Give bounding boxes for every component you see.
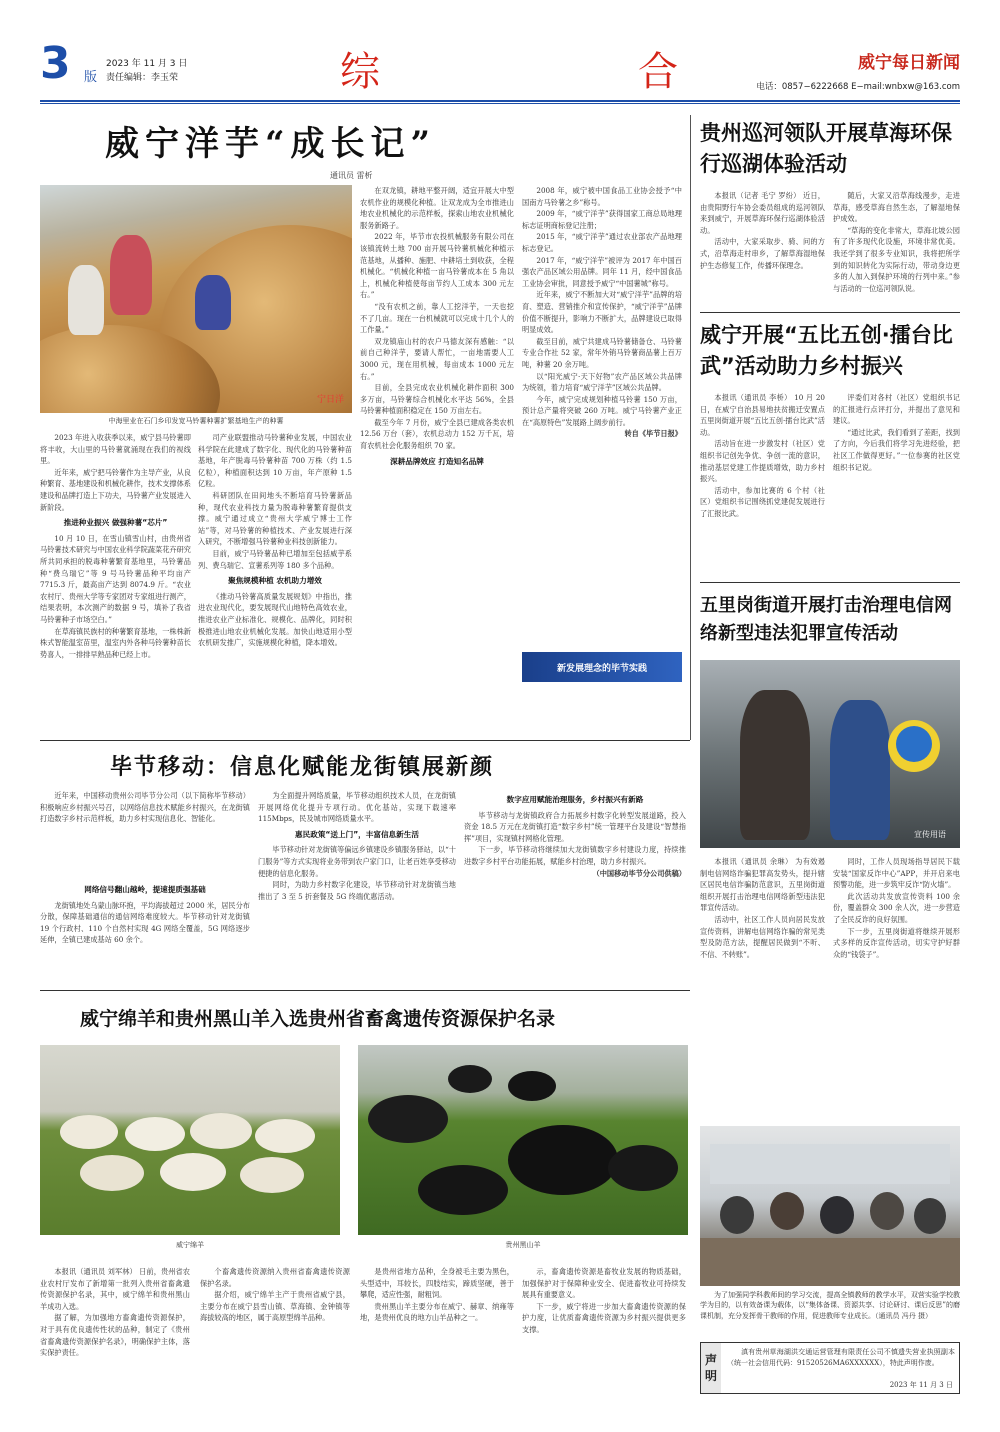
article3-column-2 [200, 1266, 350, 1396]
article1-para: 《推动马铃薯高质量发展规划》中指出，推进农业现代化，要发展现代山地特色高效农业，推进农业产业标准化、规模化、品牌化，同时积极推进山地农业机械化发展。加快山地适用小型农机研发推广，实施规模化种植，降本增效。 [198, 591, 352, 648]
banner-text: 新发展理念的毕节实践 [556, 663, 647, 674]
article3-para: 贵州黑山羊主要分布在威宁、赫章、纳雍等地，是贵州优良的地方山羊品种之一。 [360, 1301, 514, 1323]
article1-column-2 [198, 432, 352, 732]
statement-date: 2023 年 11 月 3 日 [889, 1381, 953, 1389]
photo-watermark: 宁日洋 [316, 395, 344, 405]
meeting-caption: 为了加强同学科教师间的学习交流，提高全镇教师的教学水平，双营实验学校教学为目的，以有效备课为载体，以“集体备课、资源共享、讨论研讨、课后反思”的磨课机制，充分发挥骨干教师的作用，促进教师专业成长。（通讯员 冯丹 摄） [700, 1291, 960, 1320]
right2-title: 威宁开展“五比五创·擂台比武”活动助力乡村振兴 [700, 323, 953, 378]
article1-para: “没有农机之前，靠人工挖洋芋，一天也挖不了几亩。现在一台机械就可以完成十几个人的工作量。” [360, 301, 514, 335]
article1-subhead: 推进种业振兴 做强种薯“芯片” [63, 518, 168, 528]
article2-column-1b [40, 880, 250, 980]
goats-caption: 贵州黑山羊 [505, 1241, 541, 1249]
photo-watermark: 宣传用语 [914, 830, 946, 839]
paper-logo: 威宁每日新闻 [858, 53, 960, 73]
article1-column-1 [40, 432, 191, 732]
right2-column-2 [833, 392, 960, 578]
statement-label-char-1: 声 [704, 1353, 717, 1367]
right1-column-2 [833, 190, 960, 306]
article1-para: 司产业联盟推动马铃薯种业发展，中国农业科学院在此建成了数字化、现代化的马铃薯种苗基地，年产脱毒马铃薯种苗 700 万株（约 1.5 亿粒），种植面积达到 10 万亩，年产原种 1.5 亿粒。 [198, 433, 352, 489]
article1-para: 在草海镇民族村的种薯繁育基地，一株株新株式智能温室苗里，温室内外各种马铃薯种苗长势喜人，一排排早熟品种已经上市。 [40, 626, 191, 659]
sheep-caption: 威宁绵羊 [176, 1241, 204, 1249]
article2-column-3 [464, 790, 686, 980]
article1-para: 2008 年，威宁被中国食品工业协会授予“中国南方马铃薯之乡”称号。 [522, 186, 682, 207]
right3-column-2 [833, 856, 960, 1118]
right1-title: 贵州巡河领队开展草海环保行巡湖体验活动 [700, 121, 952, 176]
article2-para: 毕节移动与龙街镇政府合力拓展乡村数字化转型发展道路，投入资金 18.5 万元在龙街镇打造“数字乡村”统一管理平台及建设“智慧指挥”项目，实现镇村网格化管理。 [464, 810, 686, 843]
right3-title: 五里岗街道开展打击治理电信网络新型违法犯罪宣传活动 [700, 595, 952, 644]
article1-para: 近年来，威宁把马铃薯作为主导产业，从良种繁育、基地建设和机械化耕作，技术支撑体系建设和品牌打造上下功夫，马铃薯产业发展进入新阶段。 [40, 467, 191, 512]
article3-column-1 [40, 1266, 190, 1396]
section-divider [40, 990, 690, 991]
anti-fraud-photo [700, 660, 960, 848]
article2-source: （中国移动毕节分公司供稿） [592, 868, 686, 878]
section-divider [700, 582, 960, 583]
right3-para: 本报讯（通讯员 余琳） 为有效遏制电信网络诈骗犯罪高发势头，提升辖区居民电信诈骗防范意识，五里岗街道组织开展打击治理电信网络新型违法犯罪宣传活动。 [700, 857, 825, 913]
right1-para: 随后，大家又沿草海线漫步，走进草海，感受草海自然生态，了解湿地保护成效。 [833, 191, 960, 224]
article1-para: 以“阳光威宁·天下好物”农产品区域公共品牌为统领，着力培育“威宁洋芋”区域公共品牌。 [522, 371, 682, 393]
article1-para: 双龙镇庙山村的农户马德友深有感触：“以前自己种洋芋，要请人帮忙，一亩地需要人工 3000 元，现在用机械，每亩成本 1000 元左右。” [360, 336, 514, 381]
page-suffix: 版 [84, 70, 98, 85]
potato-photo-caption: 中海里业在石门乡印发宽马铃薯种薯扩繁基地生产的种薯 [108, 417, 284, 425]
right1-para: 本报讯（记者 毛宁 罗纷） 近日，由贵阳野行车协会委员组成的巡河领队来到威宁，开展草海环保行巡湖体验活动。 [700, 191, 825, 235]
article3-title: 威宁绵羊和贵州黑山羊入选贵州省畜禽遗传资源保护名录 [80, 1008, 556, 1030]
article3-para: 示，畜禽遗传资源是畜牧业发展的物质基础，加强保护对于保障种业安全、促进畜牧业可持续发展具有重要意义。 [522, 1267, 686, 1300]
masthead-rule [40, 100, 960, 102]
right1-para: 活动中，大家采取步、骑、问的方式，沿草海走村串乡，了解草海湿地保护生态修复工作，传播环保理念。 [700, 237, 825, 270]
article3-para: 据了解，为加强地方畜禽遗传资源保护，对于具有优良遗传性状的品种，制定了《贵州省畜禽遗传资源保护名录》，明确保护主体，落实保护责任。 [40, 1313, 190, 1358]
right2-para: 评委们对各村（社区）党组织书记的汇报进行点评打分，并提出了意见和建议。 [833, 393, 960, 426]
article1-para: 10 月 10 日，在雪山镇雪山村，由贵州省马铃薯技术研究与中国农业科学院蔬菜花卉研究所共同承担的脱毒种薯繁育基地里，马铃薯品种“费乌瑞它”等 9 号马铃薯品种平均亩产 7715.3 斤，最高亩产达到 8074.9 斤。“农业农村厅、贵州大学等专家团对专家组进行测产，结果表明，本次测产的数据 9 号，填补了我省马铃薯种子市场空白。” [40, 533, 191, 624]
article2-para: 毕节移动针对龙街镇等偏远乡镇建设乡镇服务驿站，以“十门服务”等方式实现将业务带到农户家门口，让老百姓享受移动便捷的信息化服务。 [258, 845, 456, 878]
article1-para: 2017 年，“威宁洋芋”被评为 2017 年中国百强农产品区域公用品牌。同年 11 月，经中国食品工业协会审批，同意授予威宁“中国薯城”称号。 [522, 255, 682, 288]
right3-para: 同时，工作人员现场指导居民下载安装“国家反诈中心”APP，并开启来电预警功能，进一步筑牢反诈“防火墙”。 [833, 857, 960, 890]
statement-label-char-2: 明 [704, 1369, 717, 1383]
article1-title: 威宁洋芋“成长记” [105, 124, 437, 164]
potato-harvest-photo [40, 185, 352, 413]
goats-photo [358, 1045, 688, 1235]
article1-para: 目前，威宁马铃薯品种已增加至包括威芋系列、费乌瑞它、宣薯系列等 180 多个品种。 [198, 548, 352, 570]
article1-para: 今年，威宁完成规划种植马铃薯 150 万亩，预计总产量将突破 260 万吨。威宁马铃薯产业正在“高原特色”发展路上阔步前行。 [522, 394, 682, 427]
article2-para: 近年来，中国移动贵州公司毕节分公司（以下简称毕节移动）积极响应乡村振兴号召，以网络信息技术赋能乡村振兴，在龙街镇打造数字乡村示范样板，助力乡村实现信息化、智能化。 [40, 791, 250, 824]
right1-column-1 [700, 190, 825, 306]
article1-para: 2023 年进入收获季以来，威宁县马铃薯即将丰收，大山里的马铃薯就涌现在我们的视线里。 [40, 433, 191, 466]
right2-para: 活动中，参加比赛的 6 个村（社区）党组织书记围绕抓党建促发展进行了汇报比武。 [700, 485, 825, 518]
article2-title: 毕节移动：信息化赋能龙街镇展新颜 [110, 755, 495, 780]
article1-para: 科研团队在田间地头不断培育马铃薯新品种，现代农业科技力量为脱毒种薯繁育提供支撑。威宁通过成立“贵州大学威宁博士工作站”等，对马铃薯的种植技术、产业发展进行深入研究，不断增强马铃薯种业科技创新能力。 [198, 490, 352, 547]
right1-para: “草海的变化非常大，草海北坡公园有了许多现代化设施，环境非常优美。我还学到了很多专业知识，我将把所学到的知识转化为实际行动，带动身边更多的人加入到保护环境的行列中来。”参与活动的一位巡河领队说。 [833, 225, 960, 293]
statement-text: 滇有贵州草海湖洪交通运营管理有限责任公司不慎遗失营业执照副本（统一社会信用代码：91520526MA6XXXXXX），特此声明作废。 [727, 1348, 955, 1367]
article1-column-4 [522, 185, 682, 647]
right2-para: 本报讯（通讯员 李桥） 10 月 20 日，在威宁自治县易地扶贫搬迁安置点五里岗街道开展“五比五创·擂台比武”活动。 [700, 393, 825, 437]
article1-para: 2009 年，“威宁洋芋”获得国家工商总局地理标志证明商标登记注册； [522, 209, 682, 230]
article2-column-2 [258, 790, 456, 980]
right3-para: 此次活动共发放宣传资料 100 余份，覆盖群众 300 余人次，进一步营造了全民反诈的良好氛围。 [833, 891, 960, 924]
article3-column-3 [360, 1266, 514, 1396]
article1-para: 2022 年，毕节市农投机械服务有限公司在该镇流转土地 700 亩开展马铃薯机械化种植示范基地，从播种、施肥、中耕培土到收获，全程机械化。“机械化种植一亩马铃薯成本在 5 角以上，机械化种植使每亩节约人工成本 300 元左右。” [360, 232, 514, 300]
article1-para: 2015 年，“威宁洋芋”通过农业部农产品地理标志登记。 [522, 232, 682, 253]
article2-para: 龙街镇地处乌蒙山脉环抱，平均海拔超过 2000 米，居民分布分散，保障基础通信的通信网络难度较大。毕节移动针对龙街镇 19 个行政村、110 个自然村实现 4G 网络全覆盖，5G 网络逐步延伸，全镇已建成基站 60 余个。 [40, 900, 250, 945]
article1-para: 近年来，威宁不断加大对“威宁洋芋”品牌的培育、塑造、营销推介和宣传保护，“威宁洋芋”品牌价值不断提升，影响力不断扩大，品牌建设已取得明显成效。 [522, 290, 682, 335]
article2-para: 下一步，毕节移动将继续加大龙街镇数字乡村建设力度，持续推进数字乡村平台功能拓展，赋能乡村治理，助力乡村振兴。 [464, 845, 686, 866]
article2-subhead: 惠民政策“送上门”，丰富信息新生活 [295, 829, 419, 839]
article2-subhead: 网络信号翻山越岭，提速提质强基础 [84, 885, 206, 894]
right2-column-1 [700, 392, 825, 578]
meeting-photo [700, 1126, 960, 1286]
article1-subhead: 深耕品牌效应 打造知名品牌 [390, 456, 484, 466]
right3-column-1 [700, 856, 825, 1118]
article3-para: 下一步，威宁将进一步加大畜禽遗传资源的保护力度，让优质畜禽遗传资源为乡村振兴提供更多支撑。 [522, 1301, 686, 1334]
article2-para: 为全面提升网络质量，毕节移动组织技术人员，在龙街镇开展网络优化提升专项行动。优化基站，实现下载速率 115Mbps，民及城市网络质量水平。 [258, 791, 456, 824]
section-title [340, 40, 680, 97]
article1-source: 转自《毕节日报》 [624, 429, 682, 439]
article1-para: 截至目前，威宁共建成马铃薯储备仓、马铃薯专业合作社 52 家，常年外销马铃薯商品薯上百万吨，种薯 20 余万吨。 [522, 336, 682, 369]
article3-para: 本报讯（通讯员 刘军林） 日前，贵州省农业农村厅发布了新增第一批列入贵州省畜禽遗传资源保护名录，其中，威宁绵羊和贵州黑山羊成功入选。 [40, 1267, 190, 1311]
banner-ad [522, 652, 682, 682]
article2-subhead: 数字应用赋能治理服务，乡村振兴有新路 [506, 795, 644, 804]
article3-column-4 [522, 1266, 686, 1396]
contact-line: 电话：0857−6222668 E−mail:wnbxw@163.com [756, 82, 960, 92]
article3-para: 个畜禽遗传资源纳入贵州省畜禽遗传资源保护名录。 [200, 1267, 350, 1288]
section-char-2: 合 [638, 49, 680, 95]
article1-column-3 [360, 185, 514, 732]
article1-para: 目前，全县完成农业机械化耕作面积 300 多万亩，马铃薯综合机械化水平达 56%，全县马铃薯种植面积稳定在 150 万亩左右。 [360, 383, 514, 416]
article2-para: 同时，为助力乡村数字化建设，毕节移动针对龙街镇当地推出了 3 至 5 折套餐及 5G 终端优惠活动。 [258, 880, 456, 901]
right3-para: 活动中，社区工作人员向居民发放宣传资料，讲解电信网络诈骗的常见类型及防范方法，提醒居民做到“不听、不信、不转账”。 [700, 914, 825, 959]
article1-para: 截至今年 7 月份，威宁全县已建成各类农机 12.56 万台（套），农机总动力 152 万千瓦，培育农机社会化服务组织 70 家。 [360, 417, 514, 451]
article3-para: 是贵州省地方品种，全身被毛主要为黑色，头型适中，耳较长，四肢结实，蹄质坚硬，善于攀爬，适应性强，耐粗饲。 [360, 1267, 514, 1300]
issue-date: 2023 年 11 月 3 日 [106, 59, 188, 69]
statement-box [700, 1342, 960, 1394]
editor-line: 责任编辑：李玉荣 [106, 73, 179, 83]
article3-para: 据介绍，威宁绵羊主产于贵州省威宁县，主要分布在威宁县雪山镇、草海镇、金钟镇等海拔较高的地区，属于高原型绵羊品种。 [200, 1290, 350, 1323]
statement-label [701, 1343, 721, 1393]
sheep-photo [40, 1045, 340, 1235]
right3-para: 下一步，五里岗街道将继续开展形式多样的反诈宣传活动，切实守护好群众的“钱袋子”。 [833, 926, 960, 959]
article2-column-1a [40, 790, 250, 880]
right2-para: “通过比武，我们看到了差距，找到了方向，今后我们将学习先进经验，把社区工作做得更好。”一位参赛的社区党组织书记说。 [833, 427, 960, 472]
section-divider [700, 312, 960, 313]
page-number: 3 [40, 38, 71, 89]
article1-byline: 通讯员 雷析 [330, 171, 373, 180]
article1-para: 在双龙镇，耕地平整开阔，适宜开展大中型农机作业的规模化种植。让双龙成为全市推进山地农业机械化的示范样板，探索山地农业机械化服务新路子。 [360, 186, 514, 230]
section-char-1: 综 [340, 49, 382, 95]
article1-subhead: 聚焦规模种植 农机助力增效 [228, 576, 322, 586]
masthead-rule-thin [40, 103, 960, 104]
right2-para: 活动旨在进一步激发村（社区）党组织书记创先争优、争创一流的意识，推动基层党建工作提质增效，助力乡村振兴。 [700, 439, 825, 484]
masthead [40, 40, 960, 98]
section-divider [40, 740, 690, 741]
column-divider [690, 115, 691, 740]
